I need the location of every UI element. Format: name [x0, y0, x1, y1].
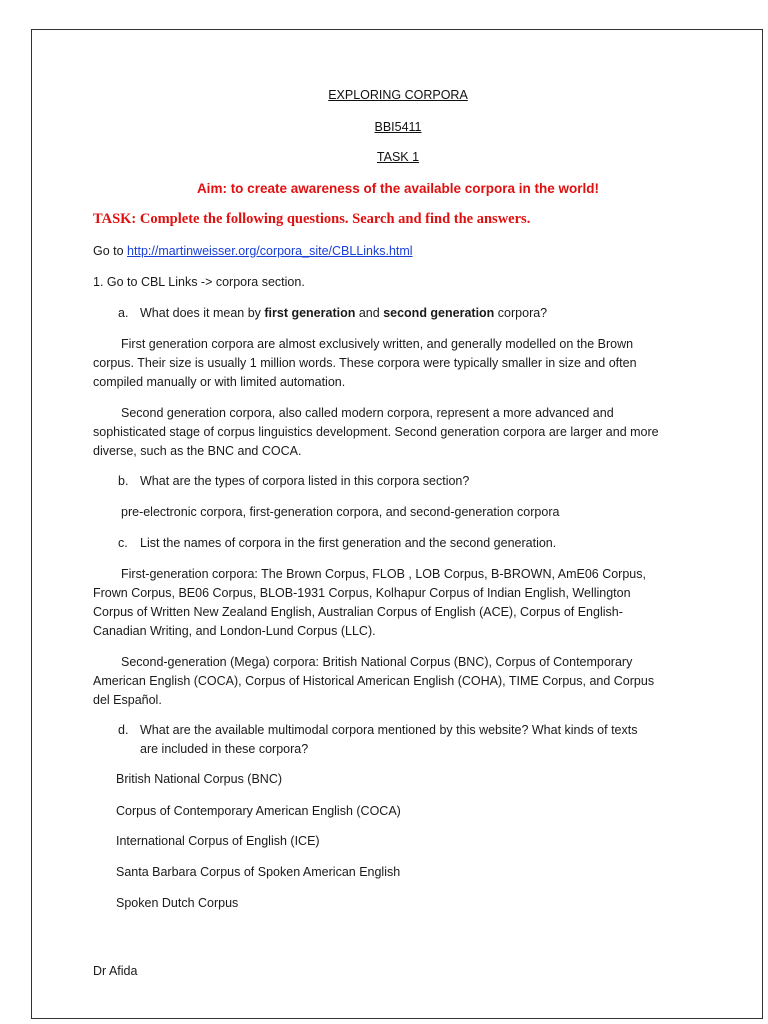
- question-b-text: What are the types of corpora listed in this corpora section?: [140, 474, 470, 488]
- question-d: [118, 721, 637, 759]
- list-item: International Corpus of English (ICE): [116, 834, 320, 848]
- question-a: [118, 304, 547, 323]
- answer-b: pre-electronic corpora, first-generation corpora, and second-generation corpora: [121, 505, 560, 519]
- question-a-marker: a.: [118, 306, 129, 320]
- goto-prefix: Go to: [93, 244, 128, 258]
- question-b-marker: b.: [118, 474, 129, 488]
- question-d-line-2: are included in these corpora?: [140, 742, 309, 756]
- question-c-marker: c.: [118, 536, 128, 550]
- cbl-links-url[interactable]: http://martinweisser.org/corpora_site/CBLLinks.html: [127, 244, 413, 258]
- aim-statement: Aim: to create awareness of the available corpora in the world!: [196, 181, 600, 196]
- question-a-text-mid: and: [355, 306, 384, 320]
- list-item: Santa Barbara Corpus of Spoken American English: [116, 865, 401, 879]
- question-a-bold-1: first generation: [264, 306, 356, 320]
- question-d-marker: d.: [118, 723, 129, 737]
- doc-title: EXPLORING CORPORA: [328, 88, 468, 102]
- task-number: TASK 1: [376, 150, 420, 164]
- question-a-text: What does it mean by: [140, 306, 265, 320]
- answer-a-second-generation: Second generation corpora, also called modern corpora, represent a more advanced and sophisticated stage of corpus linguistics development. Second generation corpora are larger and more diverse, such as the BNC and COCA.: [93, 406, 659, 458]
- list-item: Spoken Dutch Corpus: [116, 896, 239, 910]
- answer-a-first-generation: First generation corpora are almost exclusively written, and generally modelled on the Brown corpus. Their size is usually 1 million words. These corpora were typically smaller in size and often compiled manually or with limited automation.: [93, 337, 637, 389]
- question-b: [118, 472, 469, 491]
- task-instruction: TASK: Complete the following questions. Search and find the answers.: [93, 211, 531, 227]
- question-c-text: List the names of corpora in the first generation and the second generation.: [140, 536, 557, 550]
- question-d-line-1: What are the available multimodal corpora mentioned by this website? What kinds of texts: [140, 723, 638, 737]
- answer-c-second-generation: Second-generation (Mega) corpora: British National Corpus (BNC), Corpus of Contemporary American English (COCA), Corpus of Historical American English (COHA), TIME Corpus, and Corpus del Español.: [93, 655, 655, 707]
- question-c: [118, 534, 556, 553]
- question-a-text-end: corpora?: [494, 306, 548, 320]
- list-item: Corpus of Contemporary American English (COCA): [116, 804, 401, 818]
- question-1: 1. Go to CBL Links -> corpora section.: [93, 275, 305, 289]
- document-page: [31, 29, 763, 1019]
- course-code: BBI5411: [374, 120, 422, 134]
- list-item: British National Corpus (BNC): [116, 772, 283, 786]
- question-a-bold-2: second generation: [383, 306, 495, 320]
- author-signature: Dr Afida: [93, 964, 138, 978]
- answer-c-first-generation: First-generation corpora: The Brown Corpus, FLOB , LOB Corpus, B-BROWN, AmE06 Corpus, Frown Corpus, BE06 Corpus, BLOB-1931 Corpus, Kolhapur Corpus of Indian English, Wellington Corpus of Written New Zealand English, Australian Corpus of English (ACE), Corpus of English-Canadian Writing, and London-Lund Corpus (LLC).: [93, 567, 646, 638]
- goto-line: [93, 242, 413, 261]
